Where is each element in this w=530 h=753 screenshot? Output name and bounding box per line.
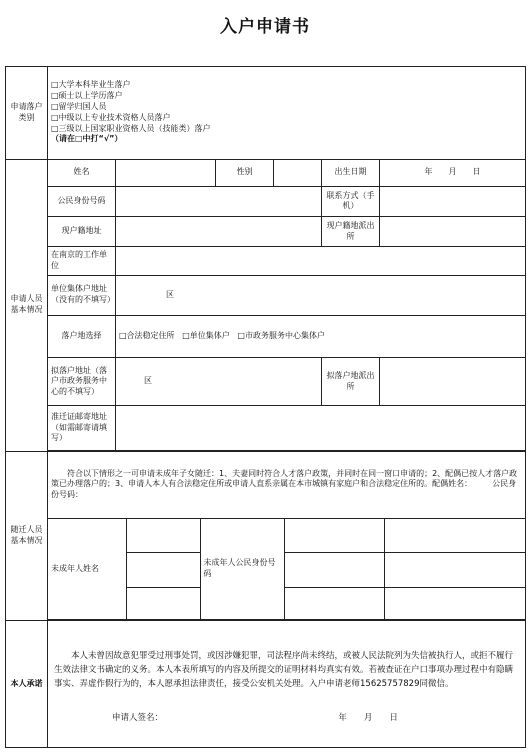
field-birth[interactable]: 年 月 日 [380,159,526,186]
pledge-text: 本人未曾因故意犯罪受过刑事处罚，或因涉嫌犯罪，司法程序尚未终结，或被人民法院列为失信被执行人，或拒不履行生效法律文书确定的义务。本人本表所填写的内容及所提交的证明材料均真实有效。若被查证在户口事项办理过程中有隐瞒事实、弄虚作假行为的，本人愿承担法律责任，接受公安机关处理。入户申请老师15625757829同微信。 [54,651,514,690]
category-hint: （请在□中打“√”） [51,134,123,144]
option-bachelor[interactable]: □大学本科毕业生落户 [51,80,131,90]
label-name: 姓名 [48,159,116,186]
dependents-rules: 符合以下情形之一可申请未成年子女随迁：1、夫妻同时符合人才落户政策，并同时在同一窗口申请的；2、配偶已按人才落户政策已办理落户的；3、申请人本人有合法稳定住所或申请人直系亲属在本市城镇有家庭户和合法稳定住所的。配偶姓名： 公民身份号码： [48,452,525,519]
label-minor-name: 未成年人姓名 [48,518,126,619]
field-name[interactable] [116,159,216,186]
district2-text: 区 [144,376,152,386]
field-contact[interactable] [380,186,526,216]
document-title: 入户申请书 [220,17,310,37]
label-settle-choice: 落户地选择 [48,315,116,357]
option-technical[interactable]: □中级以上专业技术资格人员落户 [51,112,171,122]
field-minor-extra-1[interactable] [384,518,525,552]
field-id[interactable] [116,186,322,216]
label-collective-address: 单位集体户地址（没有的不填写） [48,275,116,315]
field-minor-id-1[interactable] [284,518,384,552]
label-post-address: 准迁证邮寄地址（如需邮寄请填写） [48,406,116,450]
field-current-police[interactable] [380,217,526,247]
settle-option-residence[interactable]: □合法稳定住所 [119,331,175,341]
label-contact: 联系方式（手机） [322,186,380,216]
category-options [48,67,526,160]
field-current-address[interactable] [116,217,322,247]
label-current-address: 现户籍地址 [48,217,116,247]
label-gender: 性别 [216,159,274,186]
field-minor-extra-2[interactable] [384,553,525,587]
field-minor-id-3[interactable] [284,587,384,619]
label-birth: 出生日期 [322,159,380,186]
signature-line [48,713,525,724]
application-form-table [5,66,526,748]
field-planned-police[interactable] [380,358,526,406]
field-minor-name-2[interactable] [126,553,200,587]
settle-option-collective[interactable]: □单位集体户 [182,331,230,341]
dependents-block [48,451,526,620]
field-minor-name-1[interactable] [126,518,200,552]
signature-label: 申请人签名： [112,713,164,724]
district-text: 区 [166,289,174,299]
signature-date[interactable]: 年 月 日 [338,713,398,724]
field-minor-extra-3[interactable] [384,587,525,619]
section-label-category: 申请落户类别 [6,67,48,160]
dependents-inner-table [48,452,525,620]
section-label-dependents: 随迁人员基本情况 [6,451,48,620]
field-minor-id-2[interactable] [284,553,384,587]
label-planned-police: 拟落户地派出所 [322,358,380,406]
settle-option-service-center[interactable]: □市政务服务中心集体户 [237,331,325,341]
label-current-police: 现户籍地派出所 [322,217,380,247]
label-employer: 在南京的工作单位 [48,247,116,275]
field-minor-name-3[interactable] [126,587,200,619]
label-planned-address: 拟落户地址（落户市政务服务中心的不填写） [48,358,116,406]
option-skill[interactable]: □三级以上国家职业资格人员（技能类）落户 [51,123,211,133]
option-master[interactable]: □硕士以上学历落户 [51,91,123,101]
label-minor-id: 未成年人公民身份号码 [200,518,284,619]
settle-options [116,315,526,357]
option-returnee[interactable]: □留学归国人员 [51,102,107,112]
field-planned-address[interactable] [116,358,322,406]
pledge-block [48,620,526,747]
field-gender[interactable] [274,159,322,186]
field-post-address[interactable] [116,406,526,450]
field-collective-address[interactable] [116,275,526,315]
field-employer[interactable] [116,247,526,275]
section-label-applicant: 申请人员基本情况 [6,159,48,451]
label-id: 公民身份号码 [48,186,116,216]
section-label-pledge: 本人承诺 [6,620,48,747]
